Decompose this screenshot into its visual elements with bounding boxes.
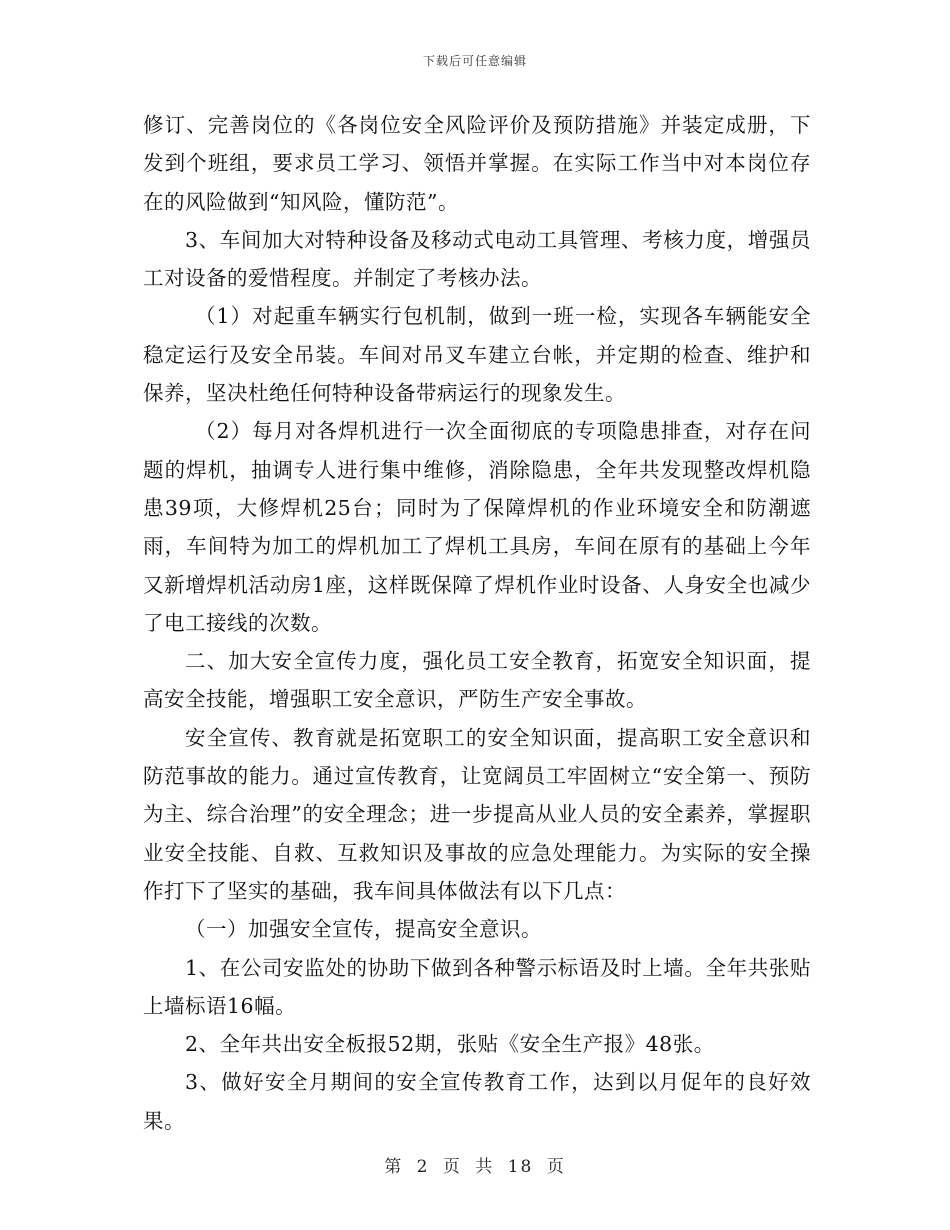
paragraph-safety-education: 安全宣传、教育就是拓宽职工的安全知识面，提高职工安全意识和防范事故的能力。通过宣传教育，让宽阔员工牢固树立“安全第一、预防为主、综合治理”的安全理念；进一步提高从业人员的安全素养，掌握职业安全技能、自救、互救知识及事故的应急处理能力。为实际的安全操作打下了坚实的基础，我车间具体做法有以下几点： [143,725,811,903]
document-body [143,106,811,1140]
paragraph-item-3-safety-month: 3、做好安全月期间的安全宣传教育工作，达到以月促年的良好效果。 [143,1070,811,1133]
paragraph-sub-1-cranes: （1）对起重车辆实行包机制，做到一班一检，实现各车辆能安全稳定运行及安全吊装。车间对吊叉车建立台帐，并定期的检查、维护和保养，坚决杜绝任何特种设备带病运行的现象发生。 [143,304,811,406]
paragraph-section-2-heading: 二、加大安全宣传力度，强化员工安全教育，拓宽安全知识面，提高安全技能，增强职工安全意识，严防生产安全事故。 [143,649,811,712]
paragraph-item-1-slogans: 1、在公司安监处的协助下做到各种警示标语及时上墙。全年共张贴上墙标语16幅。 [143,955,811,1018]
paragraph-item-2-boards: 2、全年共出安全板报52期，张贴《安全生产报》48张。 [185,1032,715,1057]
paragraph-revision: 修订、完善岗位的《各岗位安全风险评价及预防措施》并装定成册，下发到个班组，要求员工学习、领悟并掌握。在实际工作当中对本岗位存在的风险做到“知风险，懂防范”。 [143,113,811,214]
page-header: 下载后可任意编辑 [422,54,527,68]
paragraph-item-3-equipment: 3、车间加大对特种设备及移动式电动工具管理、考核力度，增强员工对设备的爱惜程度。并制定了考核办法。 [143,227,811,291]
paragraph-subheading-1: （一）加强安全宣传，提高安全意识。 [185,917,542,942]
paragraph-sub-2-welders: （2）每月对各焊机进行一次全面彻底的专项隐患排查，对存在问题的焊机，抽调专人进行集中维修，消除隐患，全年共发现整改焊机隐患39项，大修焊机25台；同时为了保障焊机的作业环境安全和防潮遮雨，车间特为加工的焊机加工了焊机工具房，车间在原有的基础上今年又新增焊机活动房1座，这样既保障了焊机作业时设备、人身安全也减少了电工接线的次数。 [143,419,811,635]
page-footer: 第 2 页 共 18 页 [384,1157,566,1177]
